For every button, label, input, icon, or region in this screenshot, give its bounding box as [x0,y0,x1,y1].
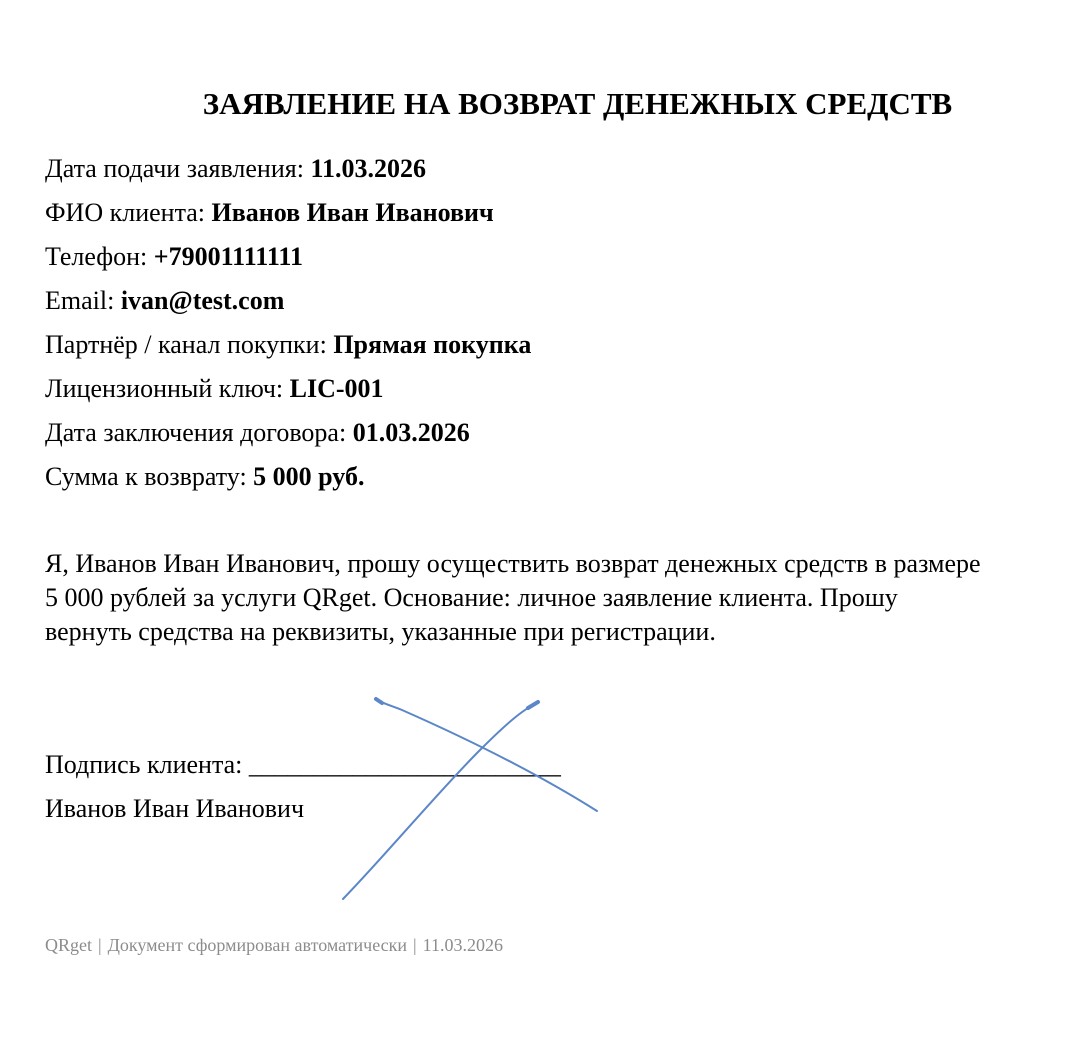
field-value: 11.03.2026 [310,154,427,183]
handwritten-signature [330,690,610,910]
field-label: ФИО клиента: [45,198,212,227]
field-value: LIC-001 [289,374,384,403]
field-label: Партнёр / канал покупки: [45,330,334,359]
field-label: Дата подачи заявления: [45,154,311,183]
document-footer [45,933,503,957]
footer-note: Документ сформирован автоматически [107,935,407,955]
field-contract-date [45,411,531,455]
field-label: Сумма к возврату: [45,462,254,491]
signature-line-label: Подпись клиента: ________________________ [45,750,561,779]
field-refund-amount [45,455,531,499]
application-body-text [45,547,1080,649]
applicant-fields [45,147,531,499]
body-line: Я, Иванов Иван Иванович, прошу осуществить возврат денежных средств в размере [45,549,981,578]
field-license-key [45,367,531,411]
field-value: 01.03.2026 [352,418,470,447]
field-value: +79001111111 [153,242,303,271]
body-line: вернуть средства на реквизиты, указанные при регистрации. [45,617,716,646]
footer-separator: | [98,935,102,955]
field-value: Иванов Иван Иванович [211,198,494,227]
field-client-name [45,191,531,235]
footer-separator: | [413,935,417,955]
field-value: Прямая покупка [333,330,532,359]
field-label: Email: [45,286,121,315]
field-label: Лицензионный ключ: [45,374,290,403]
signature-stroke-2 [343,703,537,899]
body-line: 5 000 рублей за услуги QRget. Основание: личное заявление клиента. Прошу [45,583,898,612]
field-value: ivan@test.com [120,286,285,315]
signature-stroke-4 [528,702,538,708]
footer-brand: QRget [45,935,92,955]
field-label: Дата заключения договора: [45,418,353,447]
field-email [45,279,531,323]
signer-name: Иванов Иван Иванович [45,794,305,823]
document-title: ЗАЯВЛЕНИЕ НА ВОЗВРАТ ДЕНЕЖНЫХ СРЕДСТВ [202,86,953,121]
field-submission-date [45,147,531,191]
field-label: Телефон: [45,242,154,271]
field-value: 5 000 руб. [253,462,365,491]
signature-stroke-1 [377,700,597,811]
signature-stroke-3 [376,699,382,703]
field-phone [45,235,531,279]
footer-date: 11.03.2026 [422,935,503,955]
field-purchase-channel [45,323,531,367]
